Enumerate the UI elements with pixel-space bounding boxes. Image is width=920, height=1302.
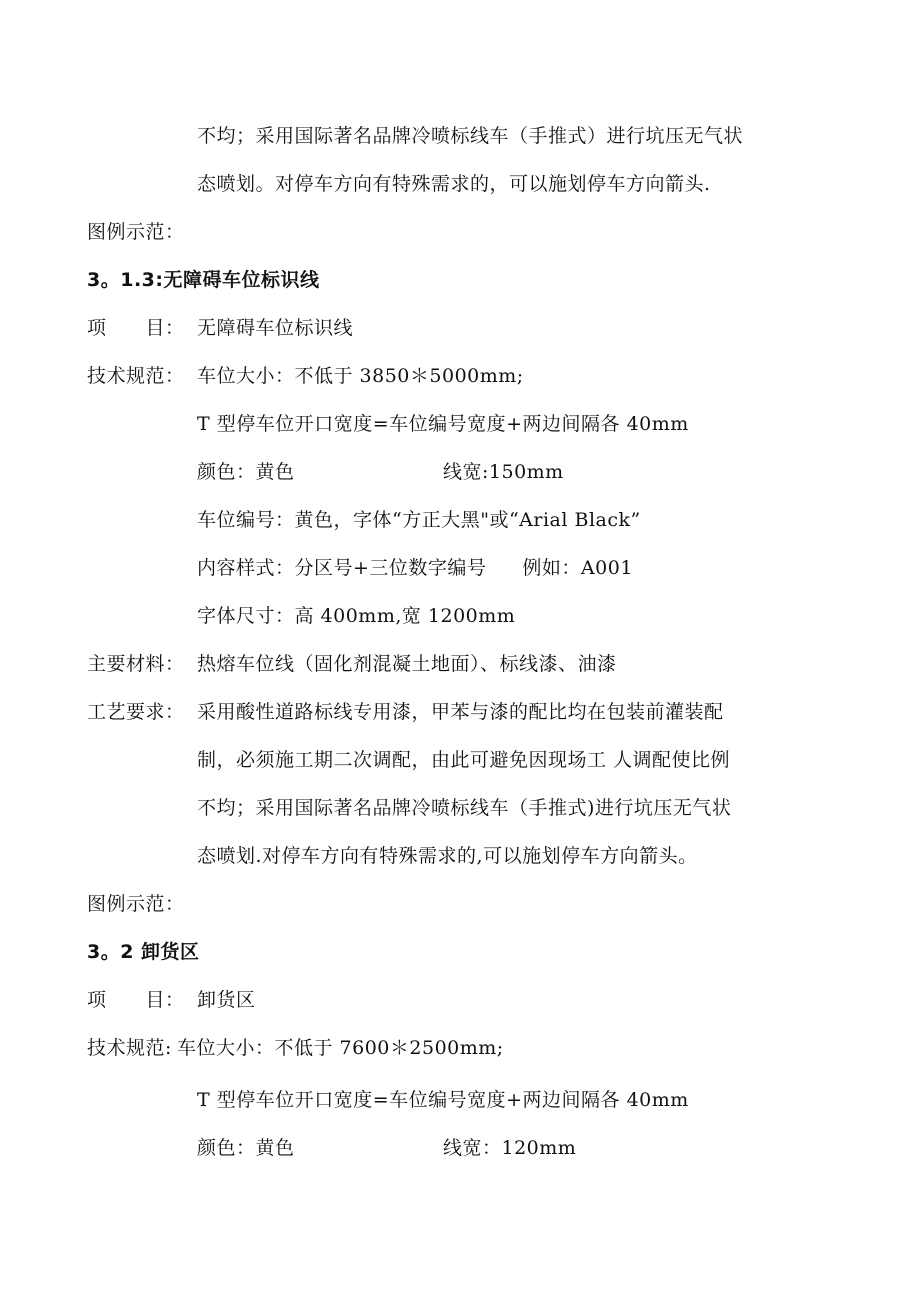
intro-line-1: 不均；采用国际著名品牌冷喷标线车（手推式）进行坑压无气状	[197, 125, 744, 147]
spec-color-row	[197, 459, 564, 485]
process-label: 工艺要求：	[87, 701, 185, 723]
spec-t-type: T 型停车位开口宽度=车位编号宽度+两边间隔各 40mm	[197, 413, 689, 435]
section-32-item-row	[87, 987, 256, 1013]
section-313-heading: 3。1.3:无障碍车位标识线	[87, 269, 320, 291]
section-313-legend: 图例示范：	[87, 893, 185, 915]
process-line-1: 采用酸性道路标线专用漆，甲苯与漆的配比均在包装前灌装配	[197, 701, 724, 723]
section-313-spec-row	[87, 363, 524, 389]
spec-size: 车位大小：不低于 3850＊5000mm;	[197, 365, 524, 387]
item-value: 无障碍车位标识线	[197, 317, 354, 339]
intro-line-2: 态喷划。对停车方向有特殊需求的，可以施划停车方向箭头.	[197, 173, 711, 195]
spec-color: 颜色：黄色	[197, 1137, 295, 1159]
process-line-2: 制，必须施工期二次调配，由此可避免因现场工 人调配使比例	[197, 749, 731, 771]
item-label: 项 目：	[87, 989, 185, 1011]
spec-label: 技术规范:	[87, 1037, 172, 1059]
spec-line-width: 线宽：120mm	[443, 1137, 577, 1159]
spec-label: 技术规范：	[87, 365, 185, 387]
spec-content: 内容样式：分区号+三位数字编号	[197, 557, 487, 579]
section-313-process-row	[87, 699, 724, 725]
section-32-spec-row	[87, 1035, 504, 1061]
spec-color: 颜色：黄色	[197, 461, 295, 483]
process-line-4: 态喷划.对停车方向有特殊需求的,可以施划停车方向箭头。	[197, 845, 698, 867]
spec-color-row	[197, 1135, 576, 1161]
spec-number: 车位编号：黄色，字体“方正大黑"或“Arial Black”	[197, 509, 641, 531]
item-value: 卸货区	[197, 989, 256, 1011]
section-32-heading: 3。2 卸货区	[87, 941, 200, 963]
spec-content-row	[197, 555, 633, 581]
material-value: 热熔车位线（固化剂混凝土地面）、标线漆、油漆	[197, 653, 617, 675]
spec-t-type: T 型停车位开口宽度=车位编号宽度+两边间隔各 40mm	[197, 1089, 689, 1111]
item-label: 项 目：	[87, 317, 185, 339]
spec-line-width: 线宽:150mm	[443, 461, 564, 483]
section-313-item-row	[87, 315, 353, 341]
intro-legend: 图例示范：	[87, 221, 185, 243]
process-line-3: 不均；采用国际著名品牌冷喷标线车（手推式)进行坑压无气状	[197, 797, 732, 819]
material-label: 主要材料：	[87, 653, 185, 675]
spec-size: 车位大小：不低于 7600＊2500mm;	[177, 1037, 504, 1059]
section-313-material-row	[87, 651, 617, 677]
spec-example: 例如：A001	[522, 557, 633, 579]
spec-font-size: 字体尺寸：高 400mm,宽 1200mm	[197, 605, 516, 627]
